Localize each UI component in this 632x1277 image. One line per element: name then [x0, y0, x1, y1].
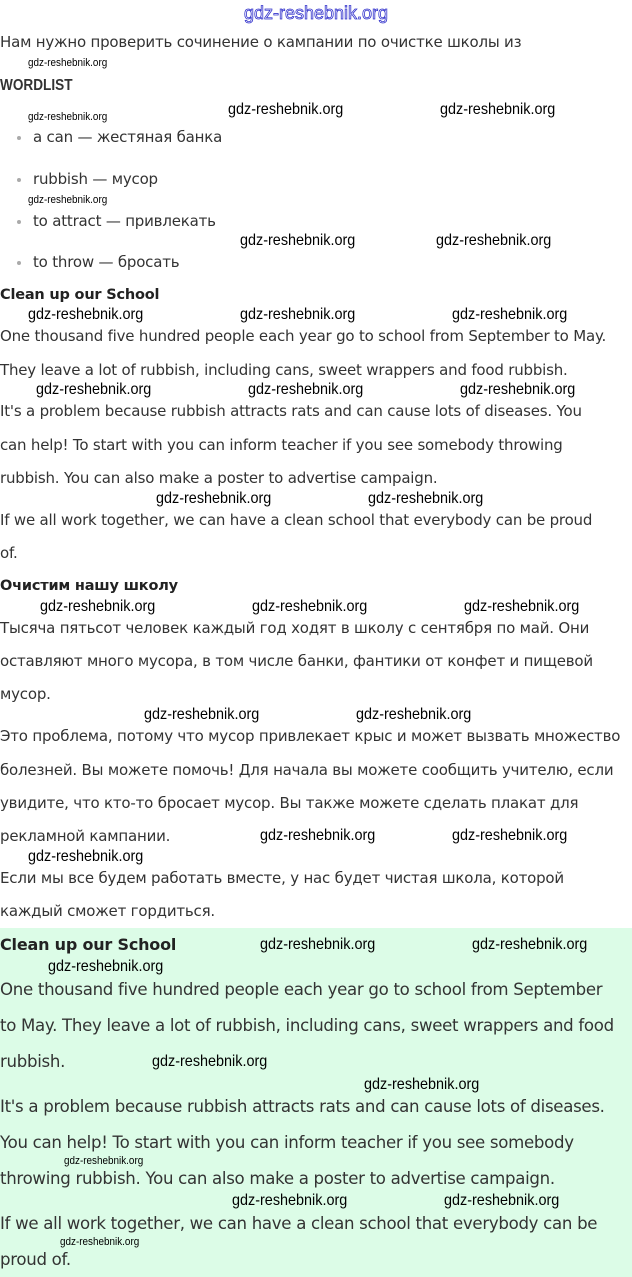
watermark: gdz-reshebnik.org [40, 598, 156, 615]
translation-title: Очистим нашу школу [0, 578, 178, 594]
answer-line: One thousand five hundred people each year go to school from September [0, 980, 603, 999]
answer-line: You can help! To start with you can inform teacher if you see somebody [0, 1133, 574, 1152]
watermark: gdz-reshebnik.org [240, 306, 356, 323]
wordlist-item: a can — жестяная банка [33, 128, 223, 146]
answer-line: It's a problem because rubbish attracts rats and can cause lots of diseases. [0, 1097, 605, 1116]
wordlist-item: to attract — привлекать [33, 212, 216, 230]
watermark: gdz-reshebnik.org [444, 1192, 560, 1209]
original-line: of. [0, 544, 18, 562]
watermark: gdz-reshebnik.org [364, 1076, 480, 1093]
answer-title: Clean up our School [0, 935, 177, 954]
watermark: gdz-reshebnik.org [60, 1236, 140, 1248]
watermark: gdz-reshebnik.org [368, 490, 484, 507]
original-line: If we all work together, we can have a clean school that everybody can be proud [0, 511, 593, 529]
top-watermark: gdz-reshebnik.org [243, 3, 389, 23]
translation-line: каждый сможет гордиться. [0, 902, 215, 920]
watermark: gdz-reshebnik.org [260, 827, 376, 844]
translation-line: увидите, что кто-то бросает мусор. Вы также можете сделать плакат для [0, 794, 579, 812]
wordlist-heading: WORDLIST [0, 77, 73, 94]
translation-line: оставляют много мусора, в том числе банки, фантики от конфет и пищевой [0, 652, 593, 670]
bullet-icon [17, 220, 21, 224]
watermark: gdz-reshebnik.org [228, 101, 344, 118]
watermark: gdz-reshebnik.org [356, 706, 472, 723]
watermark: gdz-reshebnik.org [64, 1155, 144, 1167]
watermark: gdz-reshebnik.org [248, 381, 364, 398]
watermark: gdz-reshebnik.org [28, 194, 108, 206]
watermark: gdz-reshebnik.org [36, 381, 152, 398]
translation-line: мусор. [0, 685, 51, 703]
original-title: Clean up our School [0, 287, 160, 303]
watermark: gdz-reshebnik.org [28, 111, 108, 123]
answer-line: If we all work together, we can have a clean school that everybody can be [0, 1214, 598, 1233]
watermark: gdz-reshebnik.org [452, 827, 568, 844]
watermark: gdz-reshebnik.org [452, 306, 568, 323]
watermark: gdz-reshebnik.org [144, 706, 260, 723]
bullet-icon [17, 178, 21, 182]
translation-line: Это проблема, потому что мусор привлекает крыс и может вызвать множество [0, 727, 621, 745]
translation-line: рекламной кампании. [0, 827, 171, 845]
answer-line: throwing rubbish. You can also make a poster to advertise campaign. [0, 1169, 555, 1188]
watermark: gdz-reshebnik.org [252, 598, 368, 615]
wordlist-item: rubbish — мусор [33, 170, 158, 188]
translation-line: Тысяча пятьсот человек каждый год ходят в школу с сентября по май. Они [0, 619, 590, 637]
watermark: gdz-reshebnik.org [28, 57, 108, 69]
original-line: They leave a lot of rubbish, including cans, sweet wrappers and food rubbish. [0, 361, 568, 379]
answer-line: to May. They leave a lot of rubbish, including cans, sweet wrappers and food [0, 1016, 614, 1035]
translation-line: болезней. Вы можете помочь! Для начала вы можете сообщить учителю, если [0, 761, 614, 779]
watermark: gdz-reshebnik.org [152, 1053, 268, 1070]
watermark: gdz-reshebnik.org [28, 848, 144, 865]
watermark: gdz-reshebnik.org [156, 490, 272, 507]
translation-line: Если мы все будем работать вместе, у нас будет чистая школа, которой [0, 869, 564, 887]
wordlist-item: to throw — бросать [33, 253, 180, 271]
bullet-icon [17, 136, 21, 140]
watermark: gdz-reshebnik.org [260, 936, 376, 953]
watermark: gdz-reshebnik.org [436, 232, 552, 249]
watermark: gdz-reshebnik.org [48, 958, 164, 975]
watermark: gdz-reshebnik.org [28, 306, 144, 323]
original-line: One thousand five hundred people each year go to school from September to May. [0, 327, 607, 345]
answer-line: proud of. [0, 1250, 71, 1269]
watermark: gdz-reshebnik.org [472, 936, 588, 953]
watermark: gdz-reshebnik.org [460, 381, 576, 398]
watermark: gdz-reshebnik.org [440, 101, 556, 118]
original-line: can help! To start with you can inform teacher if you see somebody throwing [0, 436, 563, 454]
watermark: gdz-reshebnik.org [232, 1192, 348, 1209]
answer-line: rubbish. [0, 1052, 66, 1071]
original-line: It's a problem because rubbish attracts rats and can cause lots of diseases. You [0, 402, 582, 420]
watermark: gdz-reshebnik.org [464, 598, 580, 615]
original-line: rubbish. You can also make a poster to advertise campaign. [0, 469, 438, 487]
watermark: gdz-reshebnik.org [240, 232, 356, 249]
bullet-icon [17, 261, 21, 265]
intro-text: Нам нужно проверить сочинение о кампании по очистке школы из [0, 33, 522, 51]
